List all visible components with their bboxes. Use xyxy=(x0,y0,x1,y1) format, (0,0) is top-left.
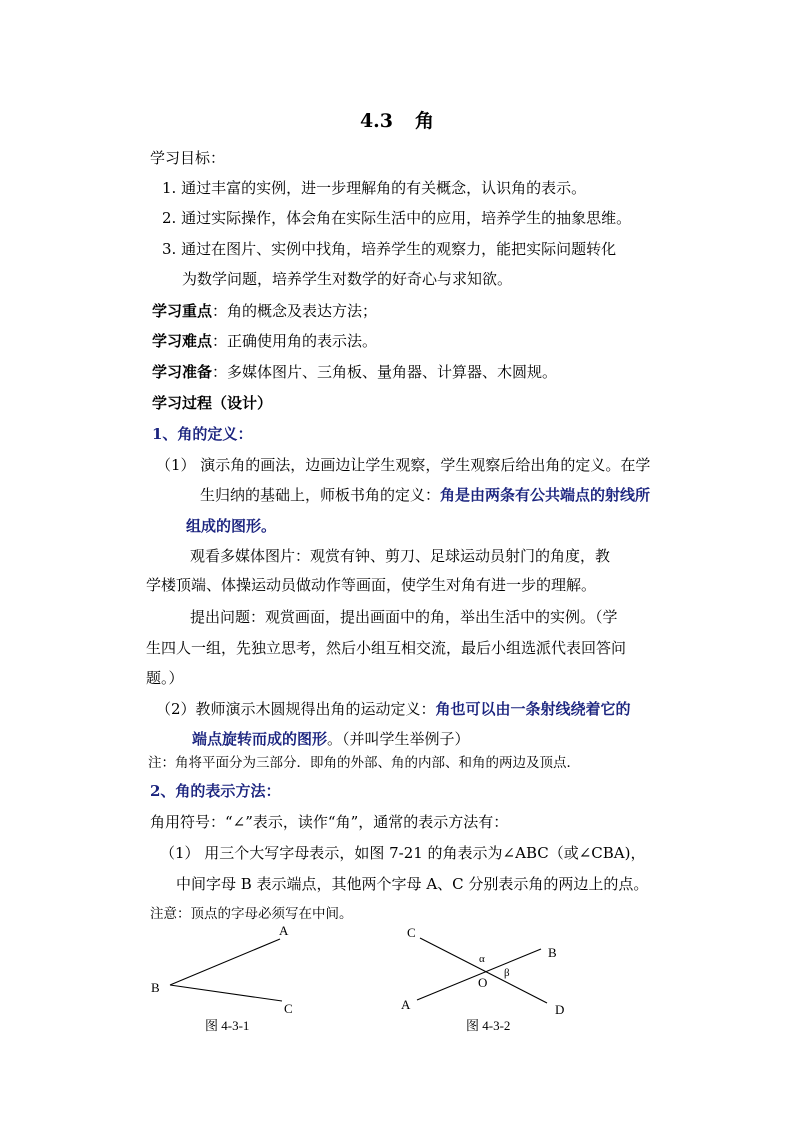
title-text: 角 xyxy=(415,110,435,132)
label-o: O xyxy=(478,975,488,990)
figure-4-3-2 xyxy=(401,925,564,1033)
section2-p1-line2: 中间字母 B 表示端点，其他两个字母 A、C 分别表示角的两边上的点。 xyxy=(176,875,649,893)
figure1-caption: 图 4-3-1 xyxy=(205,1018,250,1033)
label-d: D xyxy=(555,1002,565,1017)
label-beta: β xyxy=(504,967,510,979)
label-a: A xyxy=(279,923,289,938)
ray-ba xyxy=(170,939,280,985)
objective-item-1: 1. 通过丰富的实例，进一步理解角的有关概念，认识角的表示。 xyxy=(162,179,587,197)
process-heading: 学习过程（设计） xyxy=(152,394,273,412)
section1-p1-line2-plain: 生归纳的基础上，师板书角的定义： xyxy=(200,486,441,504)
label-b: B xyxy=(151,980,160,995)
objective-item-3-cont: 为数学问题，培养学生对数学的好奇心与求知欲。 xyxy=(182,270,513,288)
section1-p3-line1: 提出问题：观赏画面，提出画面中的角，举出生活中的实例。（学 xyxy=(190,608,618,626)
difficulty-label: 学习难点 xyxy=(152,332,213,350)
section1-p1-line1: （1） 演示角的画法，边画边让学生观察，学生观察后给出角的定义。在学 xyxy=(156,456,651,474)
section1-p2-line1: 观看多媒体图片：观赏有钟、剪刀、足球运动员射门的角度，教 xyxy=(190,547,611,565)
figure2-caption: 图 4-3-2 xyxy=(466,1018,511,1033)
section2-intro: 角用符号：“∠”表示，读作“角”，通常的表示方法有： xyxy=(150,813,509,831)
ray-bc xyxy=(170,985,282,1001)
section2-note: 注意：顶点的字母必须写在中间。 xyxy=(150,906,353,922)
title-number: 4.3 xyxy=(359,110,394,132)
difficulty-text: ：正确使用角的表示法。 xyxy=(212,332,378,350)
section1-heading: 1、角的定义： xyxy=(152,425,253,443)
section1-p2-line2: 学楼顶端、体操运动员做动作等画面，使学生对角有进一步的理解。 xyxy=(146,576,597,594)
section1-p1-line3: 组成的图形。 xyxy=(186,517,277,535)
angle-definition: 角是由两条有公共端点的射线所 xyxy=(440,486,651,504)
label-b: B xyxy=(548,945,557,960)
key-point-text: ：角的概念及表达方法； xyxy=(212,302,378,320)
label-c: C xyxy=(407,925,416,940)
label-c: C xyxy=(284,1001,293,1016)
objectives-heading: 学习目标： xyxy=(150,149,226,167)
objective-item-2: 2. 通过实际操作，体会角在实际生活中的应用，培养学生的抽象思维。 xyxy=(162,209,632,227)
preparation-text: ：多媒体图片、三角板、量角器、计算器、木圆规。 xyxy=(212,363,558,381)
section2-heading: 2、角的表示方法： xyxy=(150,782,281,800)
line-cd xyxy=(420,938,547,1003)
label-a: A xyxy=(401,997,411,1012)
objective-item-3: 3. 通过在图片、实例中找角，培养学生的观察力，能把实际问题转化 xyxy=(162,240,617,258)
section1-p3-line3: 题。） xyxy=(146,669,184,687)
key-point-label: 学习重点 xyxy=(152,302,213,320)
preparation-label: 学习准备 xyxy=(152,363,213,381)
section1-note: 注：角将平面分为三部分．即角的外部、角的内部、和角的两边及顶点． xyxy=(148,755,580,771)
label-alpha: α xyxy=(479,953,485,965)
section1-p4-line2-plain: 。（并叫学生举例子） xyxy=(327,730,470,748)
section1-p3-line2: 生四人一组，先独立思考，然后小组互相交流，最后小组选派代表回答问 xyxy=(146,639,627,657)
figure-4-3-1 xyxy=(151,923,293,1033)
motion-definition: 角也可以由一条射线绕着它的 xyxy=(435,700,631,718)
section2-p1-line1: （1） 用三个大写字母表示，如图 7-21 的角表示为∠ABC（或∠CBA)， xyxy=(160,844,646,862)
section1-p4-line1-plain: （2）教师演示木圆规得出角的运动定义： xyxy=(156,700,436,718)
motion-definition-cont: 端点旋转而成的图形 xyxy=(192,730,328,748)
